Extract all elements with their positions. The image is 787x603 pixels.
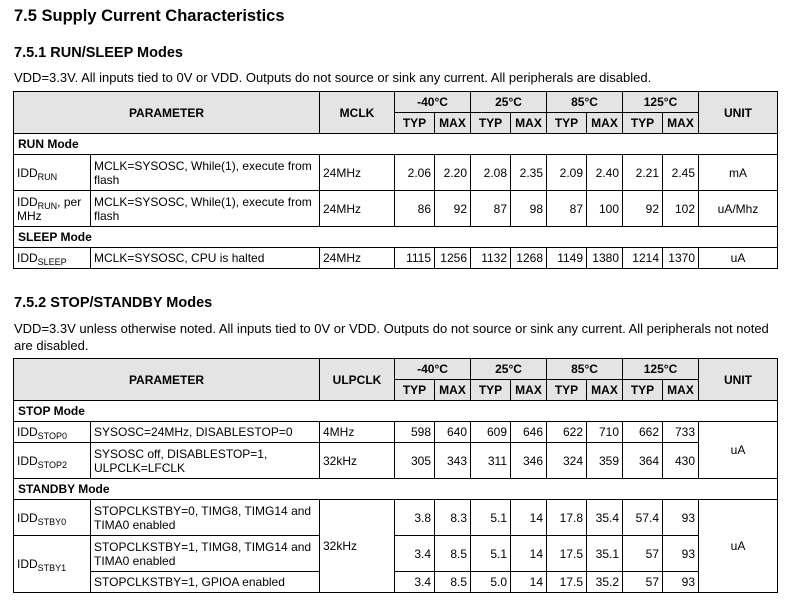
max-header: MAX xyxy=(587,380,623,401)
value-cell: 5.1 xyxy=(471,500,511,536)
value-cell: 2.06 xyxy=(395,155,435,191)
table-row xyxy=(14,443,778,479)
value-cell: 102 xyxy=(663,191,699,227)
condition-cell: STOPCLKSTBY=1, TIMG8, TIMG14 and TIMA0 enabled xyxy=(91,536,320,572)
value-cell: 2.20 xyxy=(435,155,471,191)
value-cell: 35.4 xyxy=(587,500,623,536)
value-cell: 92 xyxy=(435,191,471,227)
unit-cell: uA xyxy=(699,500,778,593)
clock-cell: 32kHz xyxy=(320,443,395,479)
table-row xyxy=(14,248,778,269)
value-cell: 8.5 xyxy=(435,536,471,572)
value-cell: 98 xyxy=(511,191,547,227)
section-row: STANDBY Mode xyxy=(14,479,778,500)
clock-header: MCLK xyxy=(320,92,395,134)
value-cell: 2.08 xyxy=(471,155,511,191)
temp-header: -40°C xyxy=(395,359,471,380)
value-cell: 5.1 xyxy=(471,536,511,572)
temp-header: 85°C xyxy=(547,92,623,113)
temp-header: -40°C xyxy=(395,92,471,113)
clock-cell: 32kHz xyxy=(320,500,395,593)
param-symbol: $IDD_{RUN}$, per MHz xyxy=(14,191,91,227)
value-cell: 14 xyxy=(511,536,547,572)
condition-cell: SYSOSC=24MHz, DISABLESTOP=0 xyxy=(91,422,320,443)
section-row: STOP Mode xyxy=(14,401,778,422)
value-cell: 3.4 xyxy=(395,572,435,593)
value-cell: 57.4 xyxy=(623,500,663,536)
value-cell: 3.8 xyxy=(395,500,435,536)
value-cell: 35.1 xyxy=(587,536,623,572)
value-cell: 3.4 xyxy=(395,536,435,572)
temp-header: 25°C xyxy=(471,359,547,380)
table-row xyxy=(14,572,778,593)
table-row xyxy=(14,500,778,536)
value-cell: 2.40 xyxy=(587,155,623,191)
value-cell: 1268 xyxy=(511,248,547,269)
value-cell: 93 xyxy=(663,572,699,593)
value-cell: 87 xyxy=(547,191,587,227)
value-cell: 598 xyxy=(395,422,435,443)
table-row xyxy=(14,191,778,227)
param-symbol: $IDD_{STOP0}$ xyxy=(14,422,91,443)
condition-cell: STOPCLKSTBY=1, GPIOA enabled xyxy=(91,572,320,593)
value-cell: 2.21 xyxy=(623,155,663,191)
unit-header: UNIT xyxy=(699,359,778,401)
value-cell: 662 xyxy=(623,422,663,443)
param-symbol: $IDD_{SLEEP}$ xyxy=(14,248,91,269)
section-note-run-sleep: VDD=3.3V. All inputs tied to 0V or VDD. Outputs do not source or sink any current. All peripherals are disabled. xyxy=(14,70,652,85)
max-header: MAX xyxy=(511,113,547,134)
value-cell: 2.09 xyxy=(547,155,587,191)
typ-header: TYP xyxy=(547,113,587,134)
condition-cell: STOPCLKSTBY=0, TIMG8, TIMG14 and TIMA0 enabled xyxy=(91,500,320,536)
value-cell: 57 xyxy=(623,536,663,572)
table-row xyxy=(14,536,778,572)
temp-header: 25°C xyxy=(471,92,547,113)
value-cell: 86 xyxy=(395,191,435,227)
typ-header: TYP xyxy=(395,380,435,401)
value-cell: 2.35 xyxy=(511,155,547,191)
temp-header: 85°C xyxy=(547,359,623,380)
page-title: 7.5 Supply Current Characteristics xyxy=(14,7,285,25)
value-cell: 733 xyxy=(663,422,699,443)
condition-cell: SYSOSC off, DISABLESTOP=1, ULPCLK=LFCLK xyxy=(91,443,320,479)
value-cell: 14 xyxy=(511,572,547,593)
value-cell: 93 xyxy=(663,500,699,536)
value-cell: 1380 xyxy=(587,248,623,269)
value-cell: 364 xyxy=(623,443,663,479)
condition-cell: MCLK=SYSOSC, CPU is halted xyxy=(91,248,320,269)
typ-header: TYP xyxy=(395,113,435,134)
clock-header: ULPCLK xyxy=(320,359,395,401)
value-cell: 17.8 xyxy=(547,500,587,536)
value-cell: 1149 xyxy=(547,248,587,269)
typ-header: TYP xyxy=(623,380,663,401)
max-header: MAX xyxy=(663,113,699,134)
typ-header: TYP xyxy=(623,113,663,134)
run-sleep-table xyxy=(13,91,778,269)
unit-cell: mA xyxy=(699,155,778,191)
value-cell: 1214 xyxy=(623,248,663,269)
value-cell: 93 xyxy=(663,536,699,572)
value-cell: 324 xyxy=(547,443,587,479)
value-cell: 8.3 xyxy=(435,500,471,536)
unit-cell: uA xyxy=(699,248,778,269)
param-header: PARAMETER xyxy=(14,92,320,134)
max-header: MAX xyxy=(587,113,623,134)
typ-header: TYP xyxy=(547,380,587,401)
unit-header: UNIT xyxy=(699,92,778,134)
value-cell: 35.2 xyxy=(587,572,623,593)
value-cell: 1370 xyxy=(663,248,699,269)
value-cell: 8.5 xyxy=(435,572,471,593)
table-row xyxy=(14,422,778,443)
max-header: MAX xyxy=(511,380,547,401)
value-cell: 14 xyxy=(511,500,547,536)
unit-cell: uA/Mhz xyxy=(699,191,778,227)
value-cell: 17.5 xyxy=(547,572,587,593)
unit-cell: uA xyxy=(699,422,778,479)
clock-cell: 24MHz xyxy=(320,248,395,269)
value-cell: 92 xyxy=(623,191,663,227)
param-symbol: $IDD_{STBY0}$ xyxy=(14,500,91,536)
value-cell: 343 xyxy=(435,443,471,479)
param-header: PARAMETER xyxy=(14,359,320,401)
value-cell: 17.5 xyxy=(547,536,587,572)
max-header: MAX xyxy=(435,113,471,134)
value-cell: 1256 xyxy=(435,248,471,269)
param-symbol: $IDD_{RUN}$ xyxy=(14,155,91,191)
param-symbol: $IDD_{STBY1}$ xyxy=(14,536,91,593)
clock-cell: 24MHz xyxy=(320,191,395,227)
stop-standby-table xyxy=(13,358,778,593)
value-cell: 430 xyxy=(663,443,699,479)
value-cell: 100 xyxy=(587,191,623,227)
clock-cell: 4MHz xyxy=(320,422,395,443)
table-row xyxy=(14,155,778,191)
value-cell: 346 xyxy=(511,443,547,479)
value-cell: 1115 xyxy=(395,248,435,269)
value-cell: 87 xyxy=(471,191,511,227)
condition-cell: MCLK=SYSOSC, While(1), execute from flash xyxy=(91,191,320,227)
value-cell: 710 xyxy=(587,422,623,443)
value-cell: 311 xyxy=(471,443,511,479)
value-cell: 640 xyxy=(435,422,471,443)
value-cell: 609 xyxy=(471,422,511,443)
value-cell: 5.0 xyxy=(471,572,511,593)
value-cell: 1132 xyxy=(471,248,511,269)
clock-cell: 24MHz xyxy=(320,155,395,191)
value-cell: 622 xyxy=(547,422,587,443)
temp-header: 125°C xyxy=(623,92,699,113)
max-header: MAX xyxy=(663,380,699,401)
section-heading-stop-standby: 7.5.2 STOP/STANDBY Modes xyxy=(14,295,213,311)
value-cell: 57 xyxy=(623,572,663,593)
typ-header: TYP xyxy=(471,380,511,401)
value-cell: 305 xyxy=(395,443,435,479)
value-cell: 646 xyxy=(511,422,547,443)
typ-header: TYP xyxy=(471,113,511,134)
temp-header: 125°C xyxy=(623,359,699,380)
section-note-stop-standby: VDD=3.3V unless otherwise noted. All inputs tied to 0V or VDD. Outputs do not source or sink any current. All peripherals not noted are disabled. xyxy=(14,321,769,353)
section-heading-run-sleep: 7.5.1 RUN/SLEEP Modes xyxy=(14,45,183,61)
section-row: RUN Mode xyxy=(14,134,778,155)
param-symbol: $IDD_{STOP2}$ xyxy=(14,443,91,479)
condition-cell: MCLK=SYSOSC, While(1), execute from flash xyxy=(91,155,320,191)
value-cell: 2.45 xyxy=(663,155,699,191)
value-cell: 359 xyxy=(587,443,623,479)
max-header: MAX xyxy=(435,380,471,401)
section-row: SLEEP Mode xyxy=(14,227,778,248)
